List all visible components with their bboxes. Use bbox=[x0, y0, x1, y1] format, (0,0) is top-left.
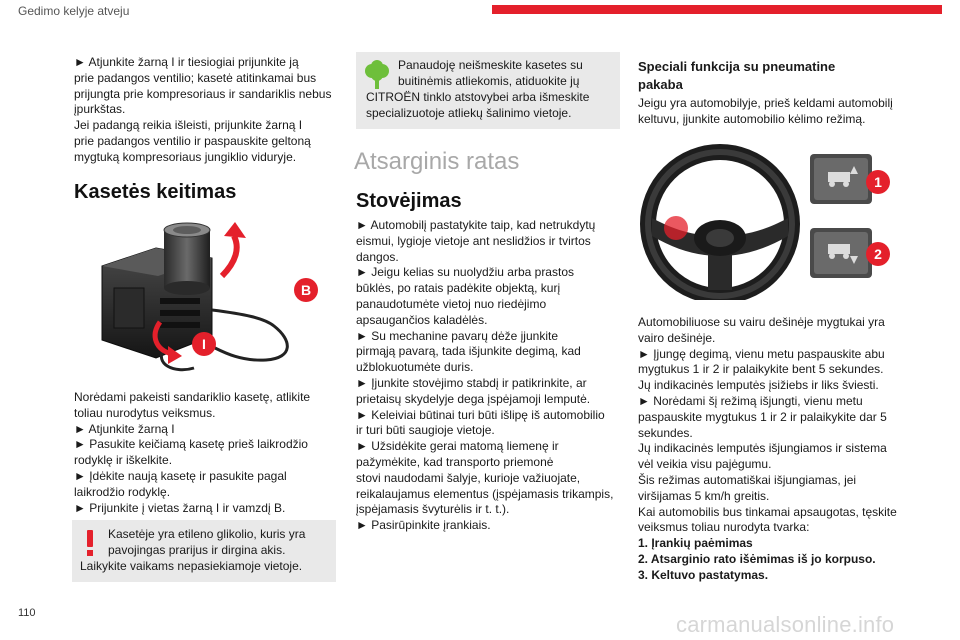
parking-instructions bbox=[356, 218, 613, 534]
air-suspension-instructions bbox=[638, 315, 897, 584]
text-line: vairo dešinėje. bbox=[638, 330, 716, 345]
badge-1: 1 bbox=[874, 174, 882, 190]
text-line: Panaudoję neišmeskite kasetes su bbox=[398, 58, 583, 72]
step-item: 2. Atsarginio rato išėmimas iš jo korpuso. bbox=[638, 551, 876, 566]
eco-tree-icon bbox=[364, 60, 390, 90]
eco-box bbox=[356, 52, 620, 129]
text-line: Laikykite vaikams nepasiekiamoje vietoje. bbox=[80, 559, 303, 573]
text-line: stovi naudodami šalyje, kurioje važiuojate, bbox=[356, 470, 581, 485]
text-line: užblokuotumėte duris. bbox=[356, 360, 474, 375]
text-line: Automobiliuose su vairu dešinėje mygtukai yra bbox=[638, 315, 885, 329]
text-line: paspauskite mygtukus 1 ir 2 ir palaikykite dar 5 bbox=[638, 409, 887, 424]
text-line: ► Keleiviai būtinai turi būti išlipę iš automobilio bbox=[356, 407, 605, 422]
watermark: carmanualsonline.info bbox=[676, 612, 895, 637]
text-line: vėl veikia visu pajėgumu. bbox=[638, 457, 772, 472]
text-line: ► Pasirūpinkite įrankiais. bbox=[356, 518, 491, 533]
text-line: dangos. bbox=[356, 249, 399, 264]
section-heading-cartridge: Kasetės keitimas bbox=[74, 181, 237, 203]
text-line: Jų indikacinės lemputės įsižiebs ir liks šviesti. bbox=[638, 378, 879, 393]
text-line: mygtukus 1 ir 2 ir palaikykite bent 5 sekundes. bbox=[638, 362, 884, 377]
intro-text bbox=[74, 55, 331, 166]
text-line: įpurkštas. bbox=[74, 102, 126, 117]
text-line: ► Prijunkite į vietas žarną I ir vamzdį B. bbox=[74, 500, 286, 515]
text-line: prie padangos ventilio; kasetė atitinkamai bus bbox=[74, 70, 317, 85]
text-line: ► Norėdami šį režimą išjungti, vienu metu bbox=[638, 393, 863, 408]
text-line: CITROËN tinklo atstovybei arba išmeskite bbox=[366, 90, 590, 104]
text-line: Norėdami pakeisti sandariklio kasetę, atlikite bbox=[74, 390, 311, 404]
text-line: mygtuką kompresoriaus jungiklio viduryje. bbox=[74, 149, 297, 164]
text-line: veiksmus toliau nurodyta tvarka: bbox=[638, 520, 810, 535]
text-line: rodyklę ir iškelkite. bbox=[74, 453, 173, 468]
text-line: prijungta prie kompresoriaus ir sandariklis nebus bbox=[74, 86, 332, 101]
text-line: ► Jeigu kelias su nuolydžiu arba prastos bbox=[356, 265, 574, 280]
text-line: Kasetėje yra etileno glikolio, kuris yra bbox=[108, 527, 306, 541]
badge-2: 2 bbox=[874, 246, 882, 262]
text-line: specializuotoje atliekų šalinimo vietoje. bbox=[366, 105, 572, 120]
text-line: ► Atjunkite žarną I bbox=[74, 421, 175, 436]
section-title-spare-wheel: Atsarginis ratas bbox=[354, 148, 520, 175]
running-header: Gedimo kelyje atveju bbox=[18, 4, 130, 18]
step-item: 1. Įrankių paėmimas bbox=[638, 536, 753, 551]
text-line: viršijamas 5 km/h greitis. bbox=[638, 488, 770, 503]
text-line: ► Įjungę degimą, vienu metu paspauskite abu bbox=[638, 346, 885, 361]
text-line: buitinėmis atliekomis, atiduokite jų bbox=[398, 73, 580, 88]
warning-exclamation-icon bbox=[84, 530, 96, 556]
text-line: ► Įjunkite stovėjimo stabdį ir patikrinkite, ar bbox=[356, 375, 587, 390]
text-line: keltuvu, įjunkite automobilio kėlimo režimą. bbox=[638, 111, 866, 126]
text-line: prietaisų skydelyje dega įspėjamoji lemputė. bbox=[356, 391, 591, 406]
text-line: ► Įdėkite naują kasetę ir pasukite pagal bbox=[74, 468, 287, 483]
text-line: pirmąją pavarą, tada išjunkite degimą, kad bbox=[356, 344, 581, 359]
text-line: įspėjamasis švyturėlis ir t. t.). bbox=[356, 502, 510, 517]
text-line: ► Atjunkite žarną I ir tiesiogiai prijunkite ją bbox=[74, 55, 299, 69]
text-line: Kai automobilis bus tinkamai apsaugotas, tęskite bbox=[638, 504, 897, 519]
text-line: Jeigu yra automobilyje, prieš keldami automobilį bbox=[638, 96, 893, 110]
page-number: 110 bbox=[18, 607, 36, 619]
text-line: laikrodžio rodyklę. bbox=[74, 484, 171, 499]
steering-wheel-illustration bbox=[638, 140, 900, 300]
label-b: B bbox=[300, 282, 312, 298]
header-accent-bar bbox=[492, 5, 942, 14]
compressor-illustration bbox=[94, 218, 326, 378]
text-line: prie padangos ventilio ir paspauskite geltoną bbox=[74, 133, 311, 148]
text-line: Šis režimas automatiškai išjungiamas, jei bbox=[638, 472, 857, 487]
air-suspension-intro bbox=[638, 96, 893, 128]
label-i: I bbox=[202, 336, 206, 352]
text-line: panaudotumėte vietoj nuo riedėjimo bbox=[356, 296, 547, 311]
text-line: Jų indikacinės lemputės išjungiamos ir sistema bbox=[638, 441, 887, 456]
text-line: ► Pasukite keičiamą kasetę prieš laikrodžio bbox=[74, 437, 308, 452]
section-heading-parking: Stovėjimas bbox=[356, 190, 462, 212]
text-line: toliau nurodytus veiksmus. bbox=[74, 405, 216, 420]
text-line: būklės, po ratais padėkite objektą, kurį bbox=[356, 281, 561, 296]
cartridge-instructions bbox=[74, 390, 310, 516]
step-item: 3. Keltuvo pastatymas. bbox=[638, 567, 769, 582]
text-line: pažymėkite, kad transporto priemonė bbox=[356, 454, 554, 469]
warning-box bbox=[72, 520, 336, 582]
text-line: ► Automobilį pastatykite taip, kad netrukdytų bbox=[356, 218, 596, 232]
text-line: ir turi būti saugioje vietoje. bbox=[356, 423, 495, 438]
text-line: ► Su mechanine pavarų dėže įjunkite bbox=[356, 328, 558, 343]
text-line: apsaugančios kaladėlės. bbox=[356, 312, 488, 327]
text-line: pavojingas prarijus ir dirgina akis. bbox=[108, 542, 286, 557]
text-line: Jei padangą reikia išleisti, prijunkite žarną I bbox=[74, 118, 303, 133]
text-line: reikalaujamus elementus (įspėjamasis trikampis, bbox=[356, 486, 614, 501]
text-line: sekundes. bbox=[638, 425, 693, 440]
section-heading-air-suspension: Speciali funkcija su pneumatine pakaba bbox=[638, 59, 836, 92]
text-line: ► Užsidėkite gerai matomą liemenę ir bbox=[356, 439, 559, 454]
text-line: eismui, lygioje vietoje ant neslidžios ir tvirtos bbox=[356, 233, 591, 248]
